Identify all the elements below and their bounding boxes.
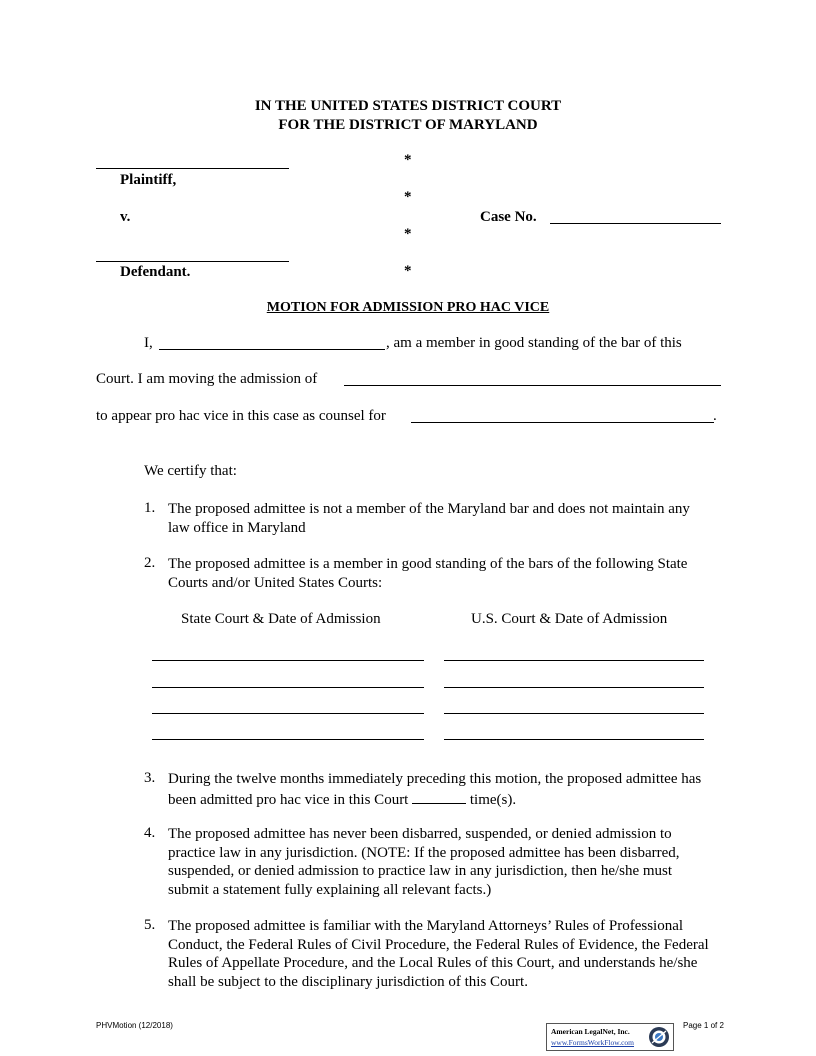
item-number: 2. [144, 555, 156, 571]
caption-star: * [404, 226, 412, 242]
state-court-header: State Court & Date of Admission [181, 611, 381, 627]
us-court-field[interactable] [444, 687, 704, 688]
intro-line-3: to appear pro hac vice in this case as counsel for [96, 408, 386, 424]
admittee-name-field[interactable] [344, 385, 721, 386]
item-text: The proposed admittee is familiar with the Maryland Attorneys’ Rules of Professional Conduct, the Federal Rules of Civil Procedure, the Federal Rules of Evidence, the Federal Rules of Appellate Procedure, and the Local Rules of this Court, and understands he/she shall be subject to the disciplinary jurisdiction of this Court. [168, 918, 709, 991]
item-text: The proposed admittee is a member in good standing of the bars of the following State Courts and/or United States Courts: [168, 556, 688, 591]
us-court-field[interactable] [444, 660, 704, 661]
defendant-label: Defendant. [120, 264, 191, 280]
publisher-logo-icon [648, 1026, 670, 1048]
motion-title: MOTION FOR ADMISSION PRO HAC VICE [266, 300, 550, 315]
item-number: 4. [144, 825, 156, 841]
item-3-text-before: During the twelve months immediately preceding this motion, the proposed admittee has been admitted pro hac vice in this Court [168, 771, 702, 808]
case-number-label: Case No. [480, 209, 537, 225]
versus-label: v. [120, 209, 131, 225]
item-number: 3. [144, 770, 156, 786]
publisher-logo [546, 1023, 674, 1051]
intro-line-1-end: , am a member in good standing of the bar of this [386, 335, 682, 351]
us-court-field[interactable] [444, 713, 704, 714]
item-number: 5. [144, 917, 156, 933]
plaintiff-name-field[interactable] [96, 168, 289, 169]
case-number-field[interactable] [550, 223, 721, 224]
publisher-name: American LegalNet, Inc. [551, 1027, 630, 1036]
court-name-line1: IN THE UNITED STATES DISTRICT COURT [254, 98, 562, 114]
item-3-text-after: time(s). [469, 791, 517, 808]
movant-name-field[interactable] [159, 349, 385, 350]
court-name-line2: FOR THE DISTRICT OF MARYLAND [278, 117, 538, 133]
form-id: PHVMotion (12/2018) [96, 1021, 173, 1030]
us-court-header: U.S. Court & Date of Admission [471, 611, 668, 627]
item-text [168, 770, 720, 809]
state-court-field[interactable] [152, 713, 424, 714]
state-court-field[interactable] [152, 687, 424, 688]
intro-line-3-end: . [713, 408, 717, 424]
item-text: The proposed admittee is not a member of the Maryland bar and does not maintain any law office in Maryland [168, 501, 690, 536]
item-text: The proposed admittee has never been disbarred, suspended, or denied admission to practice law in any jurisdiction. (NOTE: If the proposed admittee has been disbarred, suspended, or denied admission to practice law in any jurisdiction, then he/she must submit a statement fully explaining all relevant facts.) [168, 826, 680, 899]
intro-pronoun: I, [144, 335, 153, 351]
us-court-field[interactable] [444, 739, 704, 740]
pro-hac-vice-count-field[interactable] [412, 789, 466, 804]
state-court-field[interactable] [152, 739, 424, 740]
intro-line-1 [144, 335, 153, 352]
page-number: Page 1 of 2 [683, 1021, 724, 1030]
defendant-name-field[interactable] [96, 261, 289, 262]
caption-star: * [404, 189, 412, 205]
plaintiff-label: Plaintiff, [120, 172, 177, 188]
intro-line-2: Court. I am moving the admission of [96, 371, 318, 387]
client-name-field[interactable] [411, 422, 714, 423]
item-number: 1. [144, 500, 156, 516]
state-court-field[interactable] [152, 660, 424, 661]
publisher-link[interactable]: www.FormsWorkFlow.com [551, 1038, 635, 1047]
caption-star: * [404, 263, 412, 279]
certify-statement: We certify that: [144, 463, 237, 479]
caption-star: * [404, 152, 412, 168]
